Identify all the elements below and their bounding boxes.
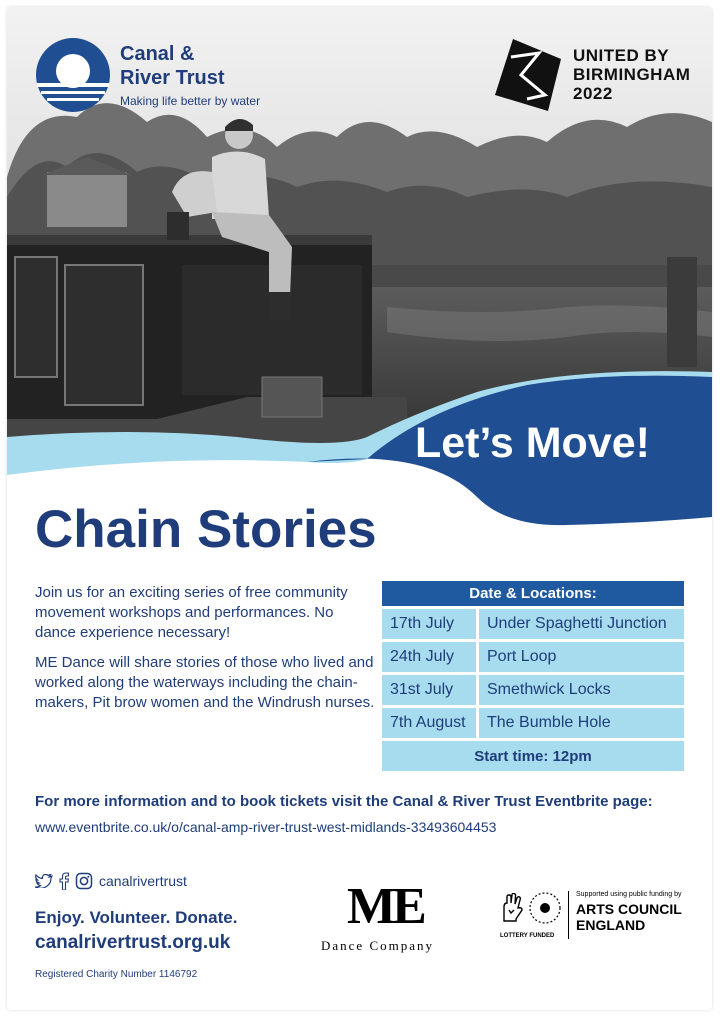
arts-council-divider	[568, 891, 569, 939]
canal-river-trust-emblem-icon	[35, 37, 111, 113]
org-website[interactable]: canalrivertrust.org.uk	[35, 932, 231, 953]
twitter-icon[interactable]	[35, 874, 53, 888]
partner-line3: 2022	[573, 84, 613, 103]
table-row	[382, 606, 684, 639]
org-slogan: Enjoy. Volunteer. Donate.	[35, 908, 238, 927]
partner-line2: BIRMINGHAM	[573, 65, 691, 84]
intro-paragraph-2: ME Dance will share stories of those who lived and worked along the waterways including the chain-makers, Pit brow women and the Windrush nurses.	[35, 654, 375, 711]
table-row	[382, 705, 684, 738]
schedule-date: 7th August	[382, 705, 479, 738]
charity-number: Registered Charity Number 1146792	[35, 969, 198, 980]
arts-council-name	[576, 901, 682, 933]
table-row	[382, 639, 684, 672]
intro-paragraph-1: Join us for an exciting series of free community movement workshops and performances. No dance experience necessary!	[35, 584, 348, 641]
schedule-footer-row	[382, 738, 684, 771]
facebook-icon[interactable]	[59, 872, 69, 890]
arts-council-name-line2: ENGLAND	[576, 917, 646, 933]
schedule-header: Date & Locations:	[469, 585, 597, 602]
arts-council-support-text: Supported using public funding by	[576, 891, 682, 898]
social-links	[35, 871, 187, 891]
canal-river-trust-logo[interactable]	[35, 37, 305, 117]
arts-council-round-emblem-icon	[528, 891, 562, 925]
schedule-location: The Bumble Hole	[479, 705, 684, 738]
schedule-date: 31st July	[382, 672, 479, 705]
table-row	[382, 672, 684, 705]
united-by-birmingham-logo[interactable]	[493, 37, 693, 117]
lottery-hand-icon	[500, 893, 524, 923]
social-handle[interactable]: canalrivertrust	[99, 873, 187, 889]
schedule-location: Smethwick Locks	[479, 672, 684, 705]
eventbrite-link[interactable]: www.eventbrite.co.uk/o/canal-amp-river-trust-west-midlands-33493604453	[35, 819, 497, 835]
schedule-location: Under Spaghetti Junction	[479, 606, 684, 639]
org-name-line1: Canal &	[120, 43, 195, 65]
schedule-header-row	[382, 581, 684, 606]
birmingham-2022-emblem-icon	[493, 37, 563, 113]
event-intro	[35, 583, 375, 723]
arts-council-name-line1: ARTS COUNCIL	[576, 901, 682, 917]
instagram-icon[interactable]	[75, 872, 93, 890]
event-title: Chain Stories	[35, 500, 377, 559]
arts-council-logo	[500, 887, 700, 947]
org-tagline: Making life better by water	[120, 94, 261, 108]
schedule-location: Port Loop	[479, 639, 684, 672]
schedule-date: 17th July	[382, 606, 479, 639]
org-name-line2: River Trust	[120, 67, 225, 89]
org-name	[120, 42, 224, 90]
start-time: Start time: 12pm	[382, 738, 684, 771]
partner-text	[573, 46, 690, 103]
event-poster	[7, 7, 712, 1010]
partner-line1: UNITED BY	[573, 46, 670, 65]
me-dance-subtitle: Dance Company	[321, 938, 435, 953]
banner-headline: Let’s Move!	[415, 419, 650, 467]
lottery-funded-label: LOTTERY FUNDED	[500, 933, 555, 939]
me-dance-logo	[319, 877, 479, 957]
schedule-table	[382, 581, 684, 771]
schedule-date: 24th July	[382, 639, 479, 672]
me-dance-mark: ME	[347, 878, 423, 935]
booking-info: For more information and to book tickets visit the Canal & River Trust Eventbrite page:	[35, 793, 653, 810]
